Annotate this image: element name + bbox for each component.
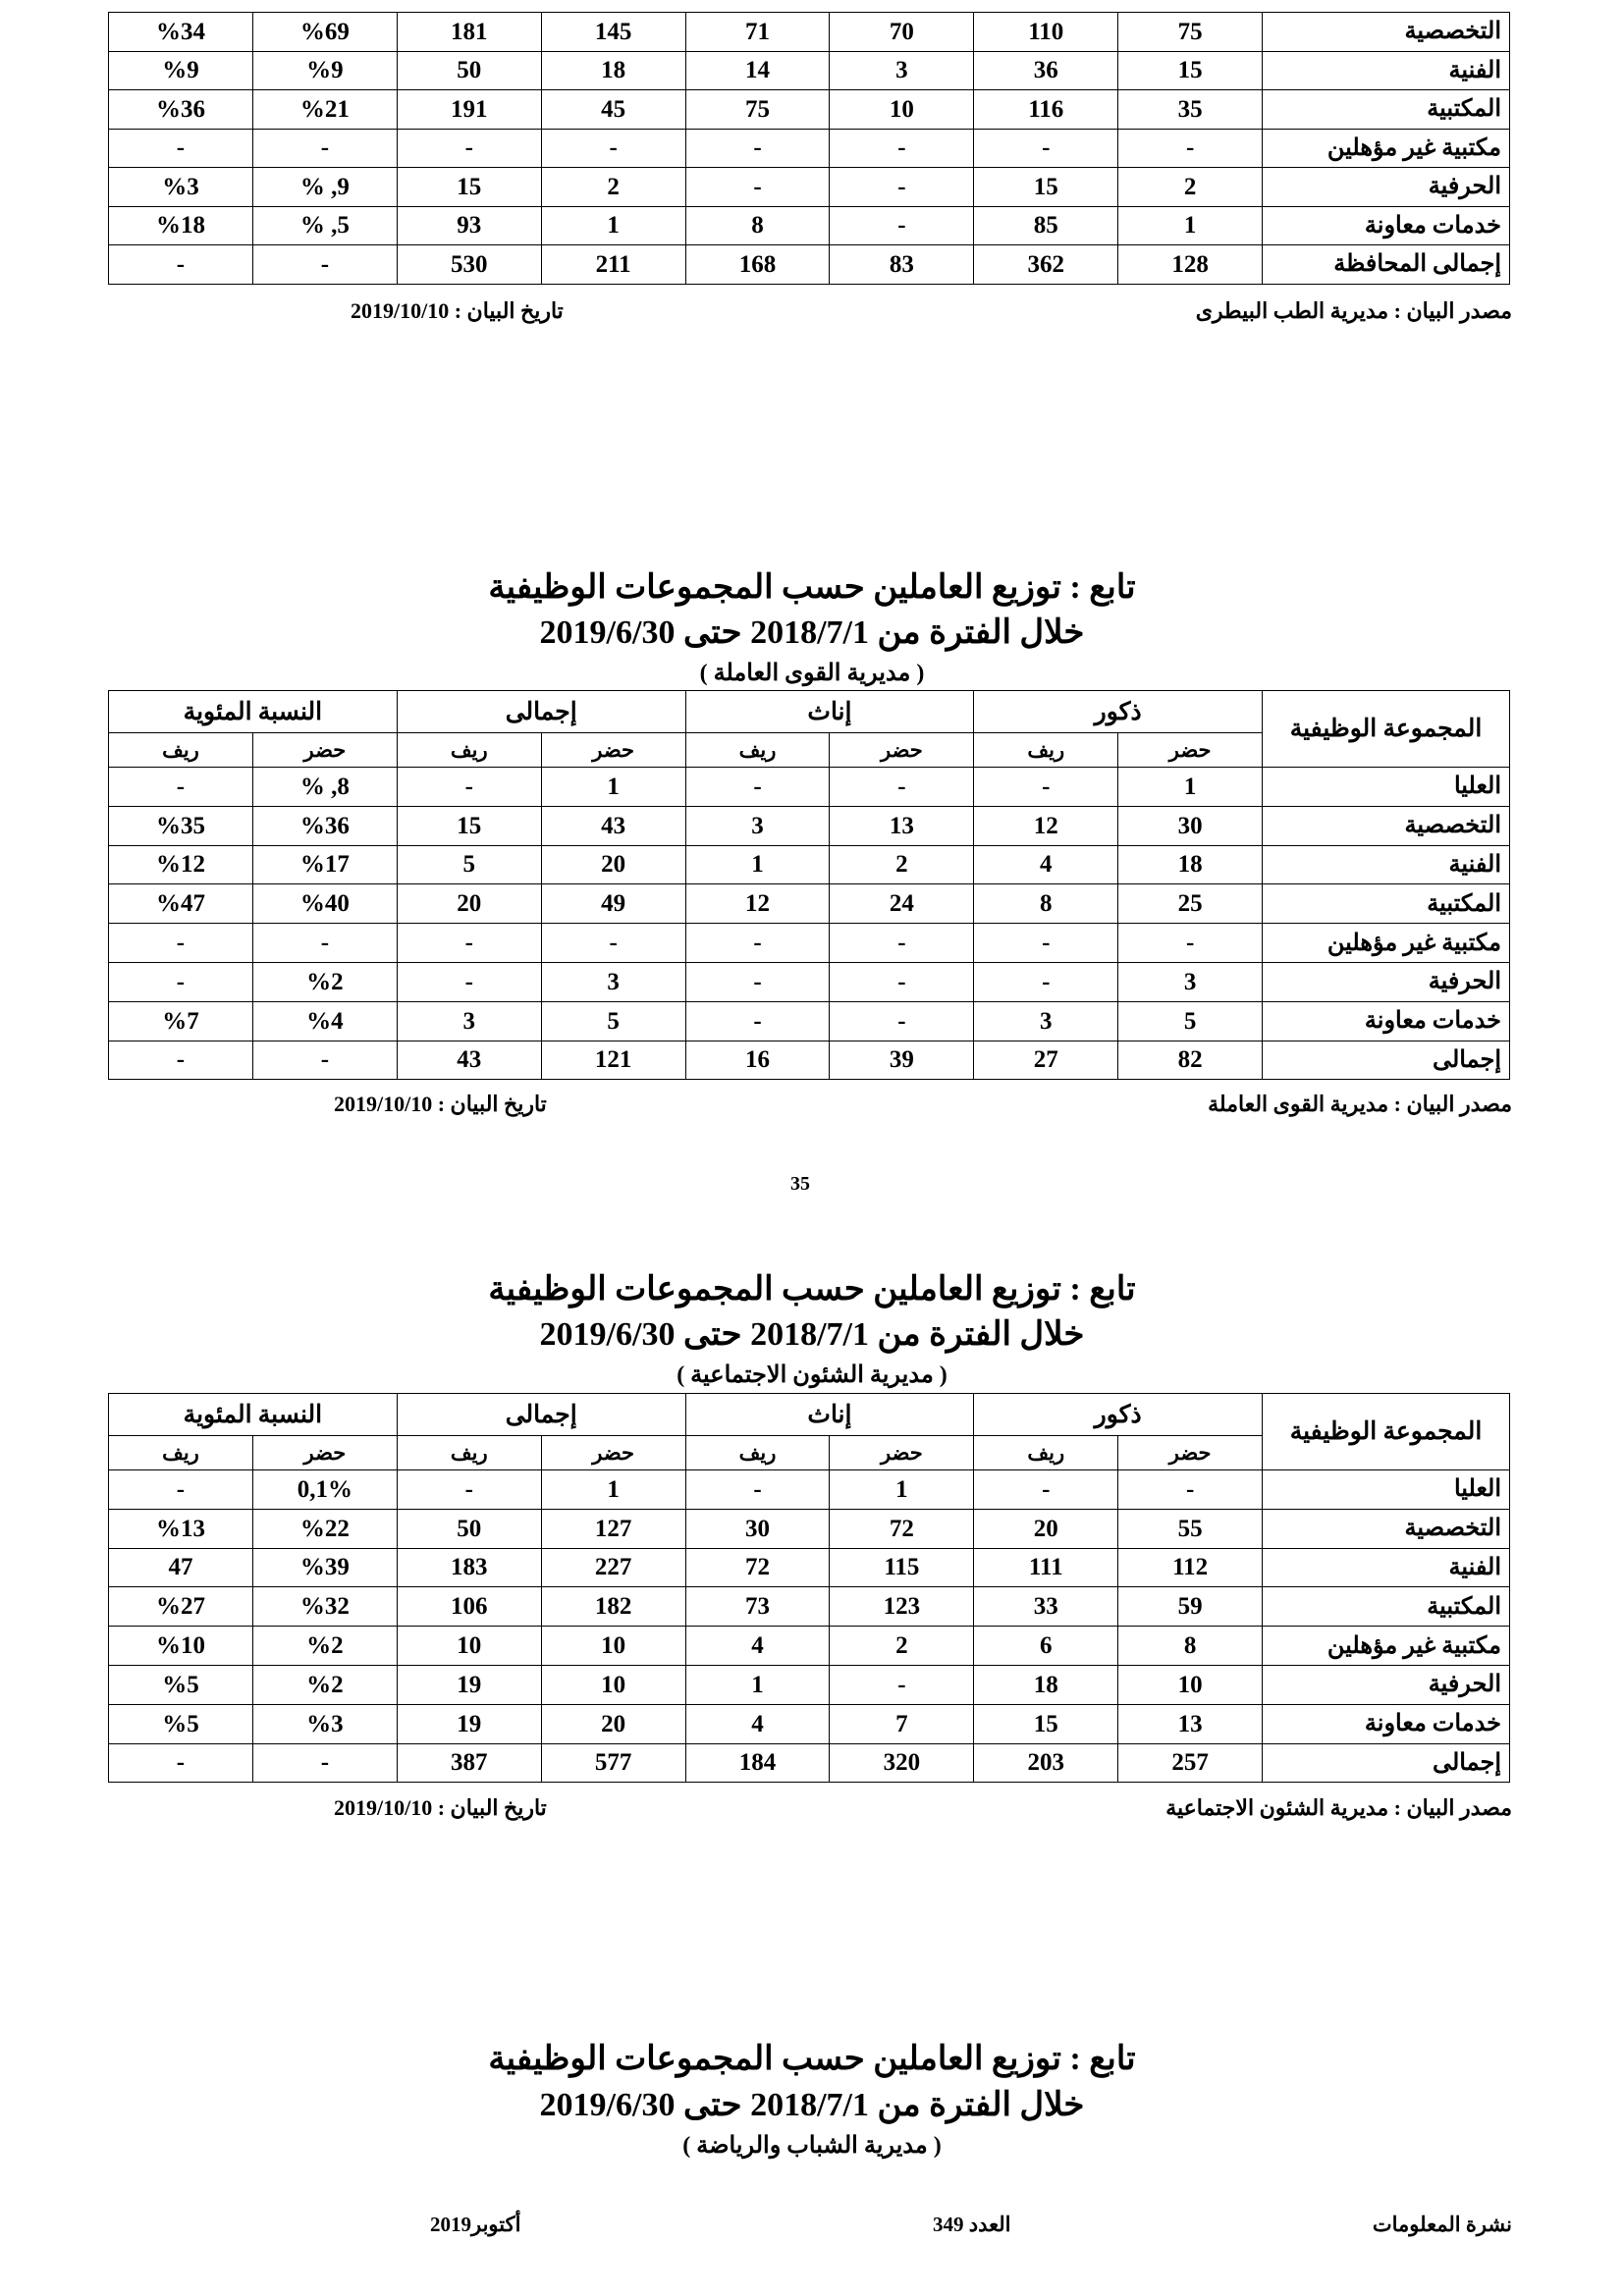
table-row [109, 1665, 1510, 1704]
table-cell: %9 [109, 51, 253, 90]
table-row [109, 245, 1510, 285]
table-cell: 181 [397, 13, 541, 52]
table-cell: 168 [685, 245, 830, 285]
table-cell: 1 [685, 1665, 830, 1704]
footer-issue: العدد 349 [933, 2213, 1011, 2236]
table-cell: 14 [685, 51, 830, 90]
table-cell: %3 [252, 1704, 397, 1743]
row-category: التخصصية [1263, 13, 1510, 52]
table-cell: 3 [541, 962, 685, 1001]
section-directorate: ( مديرية الشباب والرياضة ) [682, 2133, 942, 2159]
table-cell: 112 [1118, 1548, 1263, 1587]
header-males: ذكور [974, 691, 1263, 733]
row-category: خدمات معاونة [1263, 1704, 1510, 1743]
header-urban: حضر [252, 733, 397, 768]
table-cell: - [252, 1041, 397, 1080]
table-cell: 43 [541, 806, 685, 845]
table-cell: 184 [685, 1743, 830, 1783]
row-category: الفنية [1263, 51, 1510, 90]
row-category: المكتبية [1263, 1587, 1510, 1627]
page-number: 35 [790, 1173, 810, 1195]
table-cell: 1 [685, 845, 830, 884]
table-cell: 25 [1118, 884, 1263, 924]
table-cell: - [397, 962, 541, 1001]
table-cell: %36 [252, 806, 397, 845]
row-category: التخصصية [1263, 806, 1510, 845]
table-cell: 0,1% [252, 1470, 397, 1510]
table-row [109, 1548, 1510, 1587]
header-rural: ريف [974, 1436, 1118, 1470]
table-cell: - [1118, 1470, 1263, 1510]
header-rural: ريف [109, 733, 253, 768]
table-cell: 50 [397, 51, 541, 90]
section-period: خلال الفترة من 2018/7/1 حتى 2019/6/30 [539, 614, 1085, 651]
table-cell: 145 [541, 13, 685, 52]
table-cell: 362 [974, 245, 1118, 285]
table-cell: 127 [541, 1509, 685, 1548]
table-cell: 5, % [252, 206, 397, 245]
table-cell: 2 [830, 1627, 974, 1666]
table-cell: 20 [541, 845, 685, 884]
table-cell: 211 [541, 245, 685, 285]
header-females: إناث [685, 1394, 974, 1436]
table-cell: 15 [974, 168, 1118, 207]
source-note: مصدر البيان : مديرية القوى العاملة [1208, 1092, 1512, 1116]
table-cell: 10 [1118, 1665, 1263, 1704]
table-cell: - [685, 129, 830, 168]
source-note: مصدر البيان : مديرية الشئون الاجتماعية [1165, 1795, 1512, 1820]
table-cell: 13 [1118, 1704, 1263, 1743]
header-rural: ريف [685, 733, 830, 768]
table-cell: - [830, 1001, 974, 1041]
table-row [109, 1041, 1510, 1080]
header-urban: حضر [541, 1436, 685, 1470]
row-category: إجمالى المحافظة [1263, 245, 1510, 285]
table-cell: - [397, 1470, 541, 1510]
table-cell: - [830, 206, 974, 245]
table-cell: 320 [830, 1743, 974, 1783]
table-cell: 71 [685, 13, 830, 52]
table-cell: 15 [974, 1704, 1118, 1743]
source-note: مصدر البيان : مديرية الطب البيطرى [1195, 298, 1512, 323]
table-cell: 4 [685, 1627, 830, 1666]
table-cell: 20 [397, 884, 541, 924]
table-cell: 45 [541, 90, 685, 130]
row-category: العليا [1263, 768, 1510, 807]
table-social-affairs [108, 1393, 1510, 1783]
table-cell: - [252, 924, 397, 963]
table-cell: - [397, 768, 541, 807]
header-rural: ريف [397, 1436, 541, 1470]
table-cell: - [541, 924, 685, 963]
table-cell: %5 [109, 1665, 253, 1704]
table-row [109, 13, 1510, 52]
table-cell: 73 [685, 1587, 830, 1627]
table-cell: 75 [685, 90, 830, 130]
table-cell: 8 [974, 884, 1118, 924]
table-cell: 4 [974, 845, 1118, 884]
table-cell: 110 [974, 13, 1118, 52]
table-cell: 10 [830, 90, 974, 130]
table-cell: %7 [109, 1001, 253, 1041]
header-urban: حضر [1118, 1436, 1263, 1470]
row-category: إجمالى [1263, 1041, 1510, 1080]
section-title: تابع : توزيع العاملين حسب المجموعات الوظيفية [488, 569, 1136, 606]
table-manpower [108, 690, 1510, 1080]
table-cell: %21 [252, 90, 397, 130]
table-cell: 530 [397, 245, 541, 285]
table-cell: 116 [974, 90, 1118, 130]
table-row [109, 206, 1510, 245]
table-cell: 1 [1118, 768, 1263, 807]
header-females: إناث [685, 691, 974, 733]
table-cell: - [252, 245, 397, 285]
table-cell: - [830, 168, 974, 207]
table-cell: 8 [685, 206, 830, 245]
header-urban: حضر [830, 733, 974, 768]
row-category: الحرفية [1263, 168, 1510, 207]
table-row [109, 884, 1510, 924]
section-title: تابع : توزيع العاملين حسب المجموعات الوظيفية [488, 2041, 1136, 2077]
table-cell: 128 [1118, 245, 1263, 285]
table-cell: %2 [252, 962, 397, 1001]
table-row [109, 924, 1510, 963]
table-cell: 20 [541, 1704, 685, 1743]
footer-date: أكتوبر2019 [430, 2213, 521, 2236]
table-cell: 59 [1118, 1587, 1263, 1627]
table-cell: 85 [974, 206, 1118, 245]
table-row [109, 168, 1510, 207]
table-cell: - [109, 924, 253, 963]
table-cell: - [109, 245, 253, 285]
table-cell: 3 [1118, 962, 1263, 1001]
table-row [109, 51, 1510, 90]
table-row [109, 1743, 1510, 1783]
table-cell: - [685, 768, 830, 807]
table-cell: - [685, 924, 830, 963]
table-cell: 203 [974, 1743, 1118, 1783]
table-cell: 55 [1118, 1509, 1263, 1548]
table-cell: 36 [974, 51, 1118, 90]
table-cell: %35 [109, 806, 253, 845]
table-cell: - [109, 1470, 253, 1510]
table-cell: - [830, 924, 974, 963]
table-cell: - [1118, 924, 1263, 963]
table-cell: %13 [109, 1509, 253, 1548]
table-cell: %18 [109, 206, 253, 245]
table-cell: 16 [685, 1041, 830, 1080]
table-cell: 3 [974, 1001, 1118, 1041]
table-cell: %12 [109, 845, 253, 884]
table-cell: - [397, 129, 541, 168]
table-cell: 72 [830, 1509, 974, 1548]
table-cell: 5 [1118, 1001, 1263, 1041]
table-cell: - [109, 768, 253, 807]
table-cell: 18 [974, 1665, 1118, 1704]
table-cell: %39 [252, 1548, 397, 1587]
row-category: خدمات معاونة [1263, 1001, 1510, 1041]
table-cell: %36 [109, 90, 253, 130]
table-cell: 8, % [252, 768, 397, 807]
table-cell: 12 [974, 806, 1118, 845]
table-cell: 24 [830, 884, 974, 924]
header-urban: حضر [252, 1436, 397, 1470]
table-cell: - [109, 1743, 253, 1783]
table-cell: - [252, 129, 397, 168]
section-directorate: ( مديرية القوى العاملة ) [699, 661, 925, 686]
data-date: تاريخ البيان : 2019/10/10 [351, 298, 564, 323]
table-cell: - [685, 1001, 830, 1041]
table-cell: 5 [541, 1001, 685, 1041]
table-cell: - [974, 129, 1118, 168]
table-veterinary [108, 12, 1510, 285]
table-cell: 83 [830, 245, 974, 285]
table-cell: 15 [1118, 51, 1263, 90]
table-row [109, 806, 1510, 845]
header-urban: حضر [541, 733, 685, 768]
header-rural: ريف [974, 733, 1118, 768]
table-cell: %40 [252, 884, 397, 924]
table-row [109, 845, 1510, 884]
table-cell: 115 [830, 1548, 974, 1587]
data-date: تاريخ البيان : 2019/10/10 [334, 1795, 547, 1820]
table-cell: 387 [397, 1743, 541, 1783]
row-category: مكتبية غير مؤهلين [1263, 129, 1510, 168]
row-category: العليا [1263, 1470, 1510, 1510]
table-cell: 18 [1118, 845, 1263, 884]
table-cell: 1 [1118, 206, 1263, 245]
header-total: إجمالى [397, 1394, 685, 1436]
header-group: المجموعة الوظيفية [1263, 1394, 1510, 1470]
table-cell: %17 [252, 845, 397, 884]
table-cell: 6 [974, 1627, 1118, 1666]
table-cell: - [109, 129, 253, 168]
table-cell: - [1118, 129, 1263, 168]
row-category: التخصصية [1263, 1509, 1510, 1548]
table-cell: 13 [830, 806, 974, 845]
row-category: الحرفية [1263, 962, 1510, 1001]
table-cell: 106 [397, 1587, 541, 1627]
table-cell: - [974, 924, 1118, 963]
table-cell: 30 [685, 1509, 830, 1548]
table-cell: 93 [397, 206, 541, 245]
data-date: تاريخ البيان : 2019/10/10 [334, 1092, 547, 1116]
table-cell: - [830, 962, 974, 1001]
table-cell: 1 [830, 1470, 974, 1510]
table-cell: 10 [541, 1627, 685, 1666]
footer-publication: نشرة المعلومات [1372, 2213, 1512, 2236]
table-cell: 12 [685, 884, 830, 924]
header-percent: النسبة المئوية [109, 1394, 398, 1436]
table-cell: - [974, 1470, 1118, 1510]
table-row [109, 1704, 1510, 1743]
table-cell: %5 [109, 1704, 253, 1743]
row-category: الفنية [1263, 845, 1510, 884]
table-row [109, 1001, 1510, 1041]
table-cell: %27 [109, 1587, 253, 1627]
table-cell: - [974, 962, 1118, 1001]
table-cell: %47 [109, 884, 253, 924]
table-cell: %34 [109, 13, 253, 52]
table-cell: 183 [397, 1548, 541, 1587]
row-category: الحرفية [1263, 1665, 1510, 1704]
table-cell: 4 [685, 1704, 830, 1743]
table-cell: 3 [685, 806, 830, 845]
table-cell: 2 [1118, 168, 1263, 207]
table-cell: 10 [541, 1665, 685, 1704]
table-cell: 27 [974, 1041, 1118, 1080]
table-row [109, 129, 1510, 168]
table-cell: - [685, 962, 830, 1001]
table-cell: 33 [974, 1587, 1118, 1627]
table-cell: - [830, 1665, 974, 1704]
header-rural: ريف [397, 733, 541, 768]
table-cell: 19 [397, 1704, 541, 1743]
table-row [109, 90, 1510, 130]
table-cell: %3 [109, 168, 253, 207]
header-urban: حضر [1118, 733, 1263, 768]
table-cell: - [109, 1041, 253, 1080]
table-row [109, 1470, 1510, 1510]
table-cell: 15 [397, 806, 541, 845]
table-cell: 49 [541, 884, 685, 924]
table-cell: 1 [541, 206, 685, 245]
table-cell: - [252, 1743, 397, 1783]
table-cell: 19 [397, 1665, 541, 1704]
row-category: مكتبية غير مؤهلين [1263, 1627, 1510, 1666]
table-cell: 20 [974, 1509, 1118, 1548]
table-row [109, 1587, 1510, 1627]
table-cell: 39 [830, 1041, 974, 1080]
table-cell: 72 [685, 1548, 830, 1587]
table-row [109, 1627, 1510, 1666]
table-cell: - [685, 1470, 830, 1510]
row-category: الفنية [1263, 1548, 1510, 1587]
header-group: المجموعة الوظيفية [1263, 691, 1510, 768]
table-cell: - [830, 129, 974, 168]
table-cell: %2 [252, 1627, 397, 1666]
row-category: المكتبية [1263, 90, 1510, 130]
section-directorate: ( مديرية الشئون الاجتماعية ) [677, 1362, 947, 1388]
section-period: خلال الفترة من 2018/7/1 حتى 2019/6/30 [539, 2087, 1085, 2123]
table-cell: 577 [541, 1743, 685, 1783]
table-cell: 191 [397, 90, 541, 130]
table-cell: 50 [397, 1509, 541, 1548]
table-cell: - [830, 768, 974, 807]
table-cell: 257 [1118, 1743, 1263, 1783]
row-category: إجمالى [1263, 1743, 1510, 1783]
header-rural: ريف [685, 1436, 830, 1470]
row-category: مكتبية غير مؤهلين [1263, 924, 1510, 963]
table-cell: - [541, 129, 685, 168]
table-cell: - [397, 924, 541, 963]
table-cell: 15 [397, 168, 541, 207]
table-cell: 10 [397, 1627, 541, 1666]
table-cell: 75 [1118, 13, 1263, 52]
table-cell: 3 [397, 1001, 541, 1041]
table-cell: 70 [830, 13, 974, 52]
header-urban: حضر [830, 1436, 974, 1470]
header-percent: النسبة المئوية [109, 691, 398, 733]
section-title: تابع : توزيع العاملين حسب المجموعات الوظيفية [488, 1271, 1136, 1308]
table-row [109, 768, 1510, 807]
row-category: خدمات معاونة [1263, 206, 1510, 245]
table-cell: 227 [541, 1548, 685, 1587]
table-cell: 18 [541, 51, 685, 90]
table-cell: 43 [397, 1041, 541, 1080]
table-cell: %9 [252, 51, 397, 90]
row-category: المكتبية [1263, 884, 1510, 924]
table-cell: %32 [252, 1587, 397, 1627]
table-cell: %2 [252, 1665, 397, 1704]
table-row [109, 1509, 1510, 1548]
table-cell: - [685, 168, 830, 207]
table-cell: 2 [541, 168, 685, 207]
section-period: خلال الفترة من 2018/7/1 حتى 2019/6/30 [539, 1316, 1085, 1353]
table-cell: 82 [1118, 1041, 1263, 1080]
header-rural: ريف [109, 1436, 253, 1470]
table-cell: 7 [830, 1704, 974, 1743]
table-cell: 123 [830, 1587, 974, 1627]
header-males: ذكور [974, 1394, 1263, 1436]
table-cell: %10 [109, 1627, 253, 1666]
table-cell: %22 [252, 1509, 397, 1548]
table-cell: 30 [1118, 806, 1263, 845]
table-cell: %69 [252, 13, 397, 52]
table-cell: %4 [252, 1001, 397, 1041]
table-cell: 8 [1118, 1627, 1263, 1666]
table-cell: 9, % [252, 168, 397, 207]
table-cell: 1 [541, 768, 685, 807]
table-cell: 47 [109, 1548, 253, 1587]
table-cell: 182 [541, 1587, 685, 1627]
table-cell: 1 [541, 1470, 685, 1510]
table-cell: 2 [830, 845, 974, 884]
table-row [109, 962, 1510, 1001]
table-cell: 121 [541, 1041, 685, 1080]
table-cell: 5 [397, 845, 541, 884]
table-cell: 3 [830, 51, 974, 90]
table-cell: 35 [1118, 90, 1263, 130]
header-total: إجمالى [397, 691, 685, 733]
table-cell: 111 [974, 1548, 1118, 1587]
table-cell: - [974, 768, 1118, 807]
table-cell: - [109, 962, 253, 1001]
